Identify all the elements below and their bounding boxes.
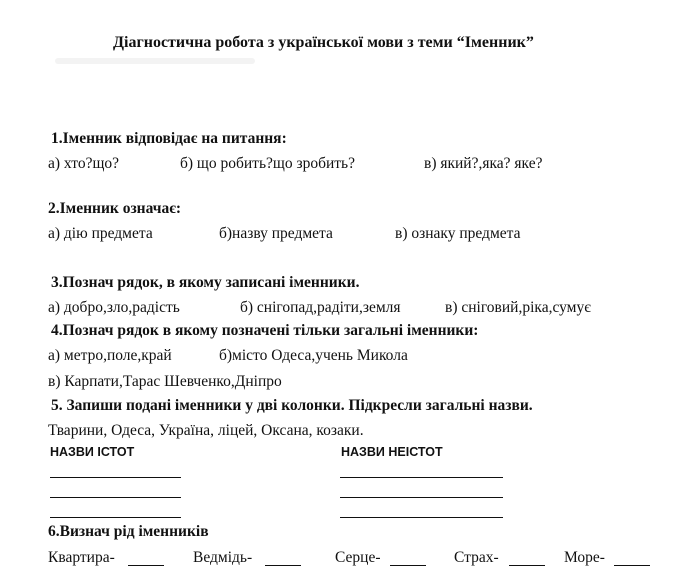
q6-question: 6.Визнач рід іменників	[48, 523, 209, 540]
q1-option-c: в) який?,яка? яке?	[424, 155, 543, 172]
q3-option-a: а) добро,зло,радість	[48, 299, 180, 316]
q2-option-a: а) дію предмета	[48, 225, 153, 242]
answer-blank	[390, 565, 426, 566]
q4-option-b: б)місто Одеса,учень Микола	[219, 347, 408, 364]
page-title: Діагностична робота з української мови з теми “Іменник”	[113, 34, 534, 51]
q4-question: 4.Познач рядок в якому позначені тільки загальні іменники:	[51, 322, 479, 339]
gender-item-sertse: Серце-	[335, 549, 381, 566]
answer-line	[50, 477, 181, 478]
q2-option-b: б)назву предмета	[219, 225, 333, 242]
gender-item-vedmid: Ведмідь-	[193, 549, 253, 566]
answer-blank	[128, 565, 164, 566]
q4-option-a: а) метро,поле,край	[48, 347, 172, 364]
q3-option-c: в) сніговий,ріка,сумує	[445, 299, 591, 316]
q3-question: 3.Познач рядок, в якому записані іменники.	[51, 274, 360, 291]
answer-blank	[614, 565, 650, 566]
answer-blank	[509, 565, 545, 566]
gender-item-strakh: Страх-	[454, 549, 499, 566]
q4-option-c: в) Карпати,Тарас Шевченко,Дніпро	[48, 373, 282, 390]
animate-nouns-header: НАЗВИ ІСТОТ	[50, 445, 135, 459]
inanimate-nouns-header: НАЗВИ НЕІСТОТ	[341, 445, 443, 459]
q2-option-c: в) ознаку предмета	[395, 225, 521, 242]
scan-smudge	[55, 58, 255, 64]
answer-blank	[265, 565, 301, 566]
answer-line	[340, 497, 503, 498]
q5-question: 5. Запиши подані іменники у дві колонки. Підкресли загальні назви.	[51, 397, 533, 414]
q1-question: 1.Іменник відповідає на питання:	[51, 130, 287, 147]
answer-line	[50, 517, 181, 518]
gender-item-more: Море-	[564, 549, 605, 566]
gender-item-kvartyra: Квартира-	[48, 549, 115, 566]
q3-option-b: б) снігопад,радіти,земля	[240, 299, 401, 316]
q1-option-a: а) хто?що?	[48, 155, 120, 172]
answer-line	[340, 517, 503, 518]
q2-question: 2.Іменник означає:	[48, 200, 182, 217]
q5-words: Тварини, Одеса, Україна, ліцей, Оксана, козаки.	[48, 422, 364, 439]
q1-option-b: б) що робить?що зробить?	[180, 155, 355, 172]
answer-line	[50, 497, 181, 498]
answer-line	[340, 477, 503, 478]
